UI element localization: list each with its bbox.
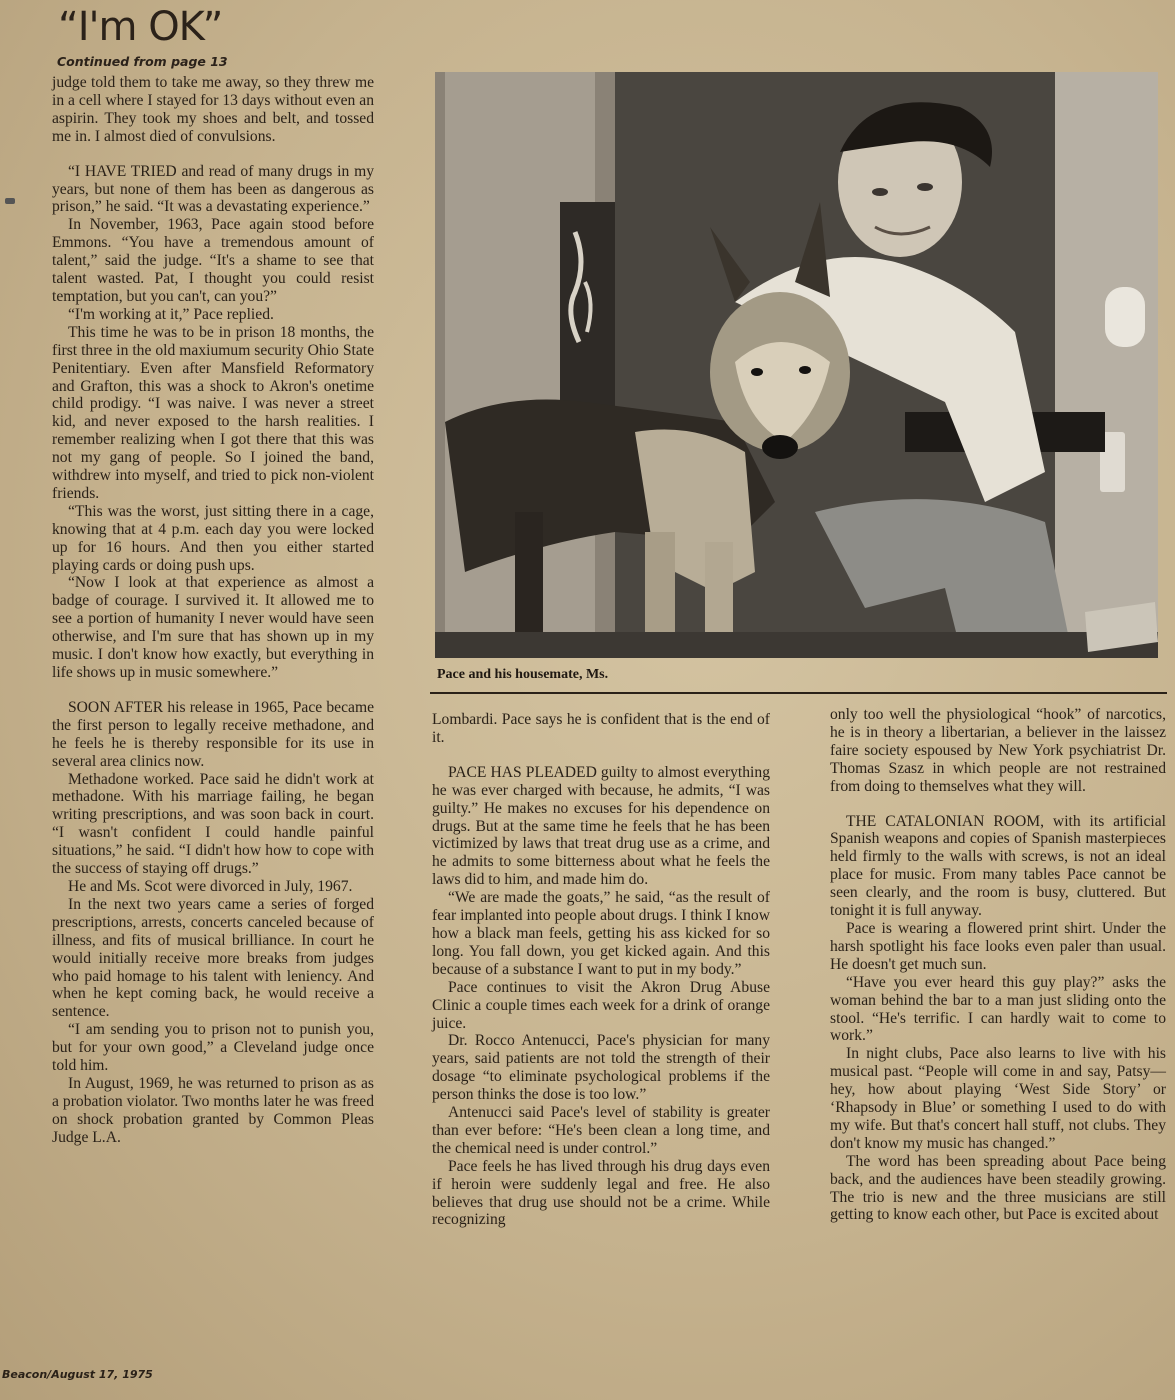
article-column-2: [432, 711, 770, 1229]
photo-caption: Pace and his housemate, Ms.: [437, 667, 609, 682]
paragraph: In August, 1969, he was returned to prison as as a probation violator. Two months later he was freed on shock probation granted by Common Pleas Judge L.A.: [52, 1074, 374, 1146]
article-headline: “I'm OK”: [58, 4, 223, 50]
paragraph: THE CATALONIAN ROOM, with its artificial Spanish weapons and copies of Spanish masterpieces held firmly to the walls with screws, is not an ideal place for music. From many tables Pace cannot be seen clearly, and the room is busy, cluttered. But tonight it is full anyway.: [830, 812, 1166, 920]
caption-rule: [430, 692, 1167, 694]
paragraph: In the next two years came a series of forged prescriptions, arrests, concerts canceled because of illness, and fits of musical brilliance. In court he would initially receive more breaks from judges who paid homage to his talent with leniency. And when he kept coming back, he would receive a sentence.: [52, 895, 374, 1021]
paragraph: Pace feels he has lived through his drug days even if heroin were suddenly legal and free. He also believes that drug use should not be a crime. While recognizing: [432, 1157, 770, 1229]
paragraph: Antenucci said Pace's level of stability is greater than ever before: “He's been clean a long time, and the chemical need is under control.”: [432, 1104, 770, 1157]
paragraph: “Now I look at that experience as almost a badge of courage. I survived it. It allowed me to see a portion of humanity I never would have seen otherwise, and I'm sure that has shown up in my music. I don't know how exactly, but everything in life shows up in music somewhere.”: [52, 574, 374, 681]
paragraph: judge told them to take me away, so they threw me in a cell where I stayed for 13 days without even an aspirin. They took my shoes and belt, and tossed me in. I almost died of convulsions.: [52, 74, 374, 145]
paragraph: “I HAVE TRIED and read of many drugs in my years, but none of them has been as dangerous as prison,” he said. “It was a devastating experience.”: [52, 162, 374, 216]
paragraph: “I'm working at it,” Pace replied.: [68, 305, 274, 323]
paragraph: “Have you ever heard this guy play?” asks the woman behind the bar to a man just sliding onto the stool. “He's terrific. I can hardly wait to come to work.”: [830, 973, 1166, 1045]
paragraph: This time he was to be in prison 18 months, the first three in the old maxiumum security Ohio State Penitentiary. Even after Mansfield Reformatory and Grafton, this was a shock to Akron's onetime child prodigy. “I was naive. I was never a street kid, and never exposed to the harsh realities. I remember realizing when I got there that this was not my gang of people. So I joined the band, withdrew into myself, and tried to pick non-violent friends.: [52, 323, 374, 502]
paragraph: “I am sending you to prison not to punish you, but for your own good,” a Cleveland judge once told him.: [52, 1021, 374, 1075]
paragraph: In November, 1963, Pace again stood before Emmons. “You have a tremendous amount of talent,” said the judge. “It's a shame to see that talent wasted. Pat, I thought you could resist temptation, but you can't, can you?”: [52, 216, 374, 305]
paragraph: “We are made the goats,” he said, “as the result of fear implanted into people about drugs. I think I know how a black man feels, getting his ass kicked for so long. You fall down, you get kicked again. And this because of a substance I want to put in my body.”: [432, 889, 770, 978]
photo-illustration: [435, 72, 1158, 658]
paragraph: Lombardi. Pace says he is confident that is the end of it.: [432, 711, 770, 746]
paragraph: He and Ms. Scot were divorced in July, 1967.: [68, 877, 353, 895]
page-footer-dateline: Beacon/August 17, 1975: [2, 1368, 153, 1381]
paragraph: SOON AFTER his release in 1965, Pace became the first person to legally receive methadone, and he feels he is thereby responsible for its use in several area clinics now.: [52, 698, 374, 770]
paragraph: only too well the physiological “hook” of narcotics, he is in theory a libertarian, a believer in the laissez faire society espoused by New York psychiatrist Dr. Thomas Szasz in which people are not restrained from doing to themselves what they will.: [830, 706, 1166, 795]
page-edge-mark: [5, 198, 15, 204]
paragraph: Dr. Rocco Antenucci, Pace's physician for many years, said patients are not told the strength of their dosage “to eliminate psychological problems if the person thinks the dose is too low.”: [432, 1032, 770, 1104]
paragraph: Pace continues to visit the Akron Drug Abuse Clinic a couple times each week for a drink of orange juice.: [432, 978, 770, 1032]
paragraph: “This was the worst, just sitting there in a cage, knowing that at 4 p.m. each day you were locked up for 16 hours. And then you either started playing cards or doing push ups.: [52, 502, 374, 574]
photo-pace-with-dog: [435, 72, 1158, 658]
continued-from-line: Continued from page 13: [57, 54, 228, 69]
paragraph: In night clubs, Pace also learns to live with his musical past. “People will come in and say, Patsy—hey, how about playing ‘West Side Story’ or ‘Rhapsody in Blue’ or something I used to do with my wife. But that's concert hall stuff, not clubs. They don't know my music has changed.”: [830, 1045, 1166, 1152]
paragraph: Pace is wearing a flowered print shirt. Under the harsh spotlight his face looks even paler than usual. He doesn't get much sun.: [830, 919, 1166, 973]
paragraph: Methadone worked. Pace said he didn't work at methadone. With his marriage failing, he began writing prescriptions, and was soon back in court. “I wasn't confident I could handle painful situations,” he said. “I didn't how how to cope with the success of staying off drugs.”: [52, 770, 374, 878]
article-column-1: [52, 74, 374, 1147]
paragraph: PACE HAS PLEADED guilty to almost everything he was ever charged with because, he admits, “I was guilty.” He makes no excuses for his dependence on drugs. But at the same time he feels that he has been victimized by laws that treat drug use as a crime, and he admits to some bitterness about what he feels the laws did to him, and made him do.: [432, 763, 770, 889]
paragraph: The word has been spreading about Pace being back, and the audiences have been steadily growing. The trio is new and the three musicians are still getting to know each other, but Pace is excited about: [830, 1152, 1166, 1224]
article-column-3: [830, 706, 1166, 1224]
